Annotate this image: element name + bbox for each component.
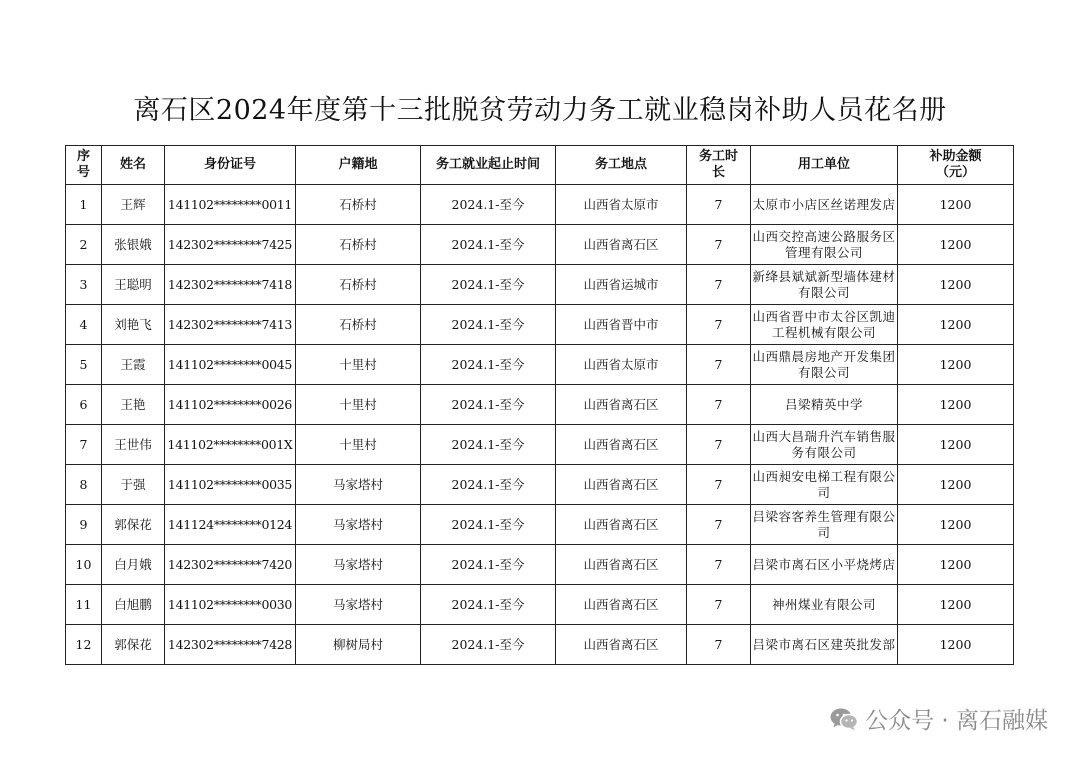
- cell-name: 白旭鹏: [102, 585, 165, 625]
- cell-duration: 7: [687, 305, 751, 345]
- cell-location: 山西省离石区: [556, 385, 687, 425]
- cell-id: 142302********7418: [165, 265, 296, 305]
- cell-employer: 神州煤业有限公司: [751, 585, 898, 625]
- cell-employer: 新绛县斌斌新型墙体建材有限公司: [751, 265, 898, 305]
- header-period: 务工就业起止时间: [421, 146, 556, 185]
- cell-name: 刘艳飞: [102, 305, 165, 345]
- cell-period: 2024.1-至今: [421, 505, 556, 545]
- table-row: [66, 585, 1014, 625]
- table-row: [66, 385, 1014, 425]
- cell-employer: 吕梁精英中学: [751, 385, 898, 425]
- cell-location: 山西省太原市: [556, 345, 687, 385]
- cell-name: 郭保花: [102, 625, 165, 665]
- cell-id: 141102********0011: [165, 185, 296, 225]
- header-hometown: 户籍地: [296, 146, 421, 185]
- cell-seq: 2: [66, 225, 102, 265]
- cell-id: 141102********0026: [165, 385, 296, 425]
- cell-period: 2024.1-至今: [421, 305, 556, 345]
- cell-duration: 7: [687, 265, 751, 305]
- cell-location: 山西省离石区: [556, 425, 687, 465]
- cell-period: 2024.1-至今: [421, 425, 556, 465]
- cell-employer: 太原市小店区丝诺理发店: [751, 185, 898, 225]
- cell-hometown: 柳树局村: [296, 625, 421, 665]
- cell-seq: 5: [66, 345, 102, 385]
- cell-hometown: 马家塔村: [296, 585, 421, 625]
- header-employer: 用工单位: [751, 146, 898, 185]
- cell-period: 2024.1-至今: [421, 345, 556, 385]
- cell-amount: 1200: [898, 385, 1014, 425]
- cell-location: 山西省离石区: [556, 465, 687, 505]
- cell-seq: 12: [66, 625, 102, 665]
- cell-location: 山西省离石区: [556, 625, 687, 665]
- cell-period: 2024.1-至今: [421, 225, 556, 265]
- cell-employer: 吕梁容客养生管理有限公司: [751, 505, 898, 545]
- cell-name: 于强: [102, 465, 165, 505]
- cell-location: 山西省离石区: [556, 545, 687, 585]
- header-name: 姓名: [102, 146, 165, 185]
- table-row: [66, 305, 1014, 345]
- cell-name: 白月娥: [102, 545, 165, 585]
- cell-employer: 吕梁市离石区建英批发部: [751, 625, 898, 665]
- cell-hometown: 石桥村: [296, 225, 421, 265]
- cell-id: 141102********0045: [165, 345, 296, 385]
- cell-amount: 1200: [898, 265, 1014, 305]
- cell-id: 142302********7428: [165, 625, 296, 665]
- cell-hometown: 十里村: [296, 385, 421, 425]
- table-row: [66, 185, 1014, 225]
- cell-id: 142302********7420: [165, 545, 296, 585]
- cell-period: 2024.1-至今: [421, 385, 556, 425]
- cell-employer: 山西昶安电梯工程有限公司: [751, 465, 898, 505]
- page-title: 离石区2024年度第十三批脱贫劳动力务工就业稳岗补助人员花名册: [133, 95, 947, 126]
- cell-name: 王世伟: [102, 425, 165, 465]
- cell-seq: 4: [66, 305, 102, 345]
- cell-employer: 山西交控高速公路服务区管理有限公司: [751, 225, 898, 265]
- cell-amount: 1200: [898, 225, 1014, 265]
- cell-duration: 7: [687, 625, 751, 665]
- cell-duration: 7: [687, 185, 751, 225]
- cell-amount: 1200: [898, 465, 1014, 505]
- cell-period: 2024.1-至今: [421, 625, 556, 665]
- table-row: [66, 625, 1014, 665]
- cell-amount: 1200: [898, 545, 1014, 585]
- cell-amount: 1200: [898, 585, 1014, 625]
- cell-employer: 山西省晋中市太谷区凯迪工程机械有限公司: [751, 305, 898, 345]
- cell-hometown: 马家塔村: [296, 465, 421, 505]
- cell-seq: 6: [66, 385, 102, 425]
- cell-name: 王艳: [102, 385, 165, 425]
- cell-employer: 山西大昌瑞升汽车销售服务有限公司: [751, 425, 898, 465]
- cell-id: 142302********7425: [165, 225, 296, 265]
- cell-amount: 1200: [898, 625, 1014, 665]
- cell-seq: 9: [66, 505, 102, 545]
- cell-seq: 10: [66, 545, 102, 585]
- cell-id: 141102********0030: [165, 585, 296, 625]
- cell-hometown: 马家塔村: [296, 545, 421, 585]
- cell-location: 山西省离石区: [556, 505, 687, 545]
- cell-period: 2024.1-至今: [421, 585, 556, 625]
- table-row: [66, 505, 1014, 545]
- cell-seq: 1: [66, 185, 102, 225]
- cell-duration: 7: [687, 465, 751, 505]
- wechat-icon: [829, 706, 859, 732]
- table-row: [66, 425, 1014, 465]
- watermark: [829, 702, 1048, 735]
- cell-name: 王霞: [102, 345, 165, 385]
- cell-location: 山西省晋中市: [556, 305, 687, 345]
- cell-duration: 7: [687, 585, 751, 625]
- cell-location: 山西省太原市: [556, 185, 687, 225]
- roster-table: [65, 145, 1014, 665]
- cell-amount: 1200: [898, 345, 1014, 385]
- table-row: [66, 345, 1014, 385]
- table-header-row: [66, 146, 1014, 185]
- cell-period: 2024.1-至今: [421, 545, 556, 585]
- cell-duration: 7: [687, 505, 751, 545]
- cell-employer: 山西鼎晨房地产开发集团有限公司: [751, 345, 898, 385]
- cell-hometown: 十里村: [296, 345, 421, 385]
- cell-duration: 7: [687, 345, 751, 385]
- header-amount: 补助金额（元）: [898, 146, 1014, 185]
- table-row: [66, 465, 1014, 505]
- cell-name: 郭保花: [102, 505, 165, 545]
- table-row: [66, 225, 1014, 265]
- cell-seq: 11: [66, 585, 102, 625]
- cell-hometown: 石桥村: [296, 185, 421, 225]
- cell-employer: 吕梁市离石区小平烧烤店: [751, 545, 898, 585]
- header-location: 务工地点: [556, 146, 687, 185]
- cell-seq: 7: [66, 425, 102, 465]
- cell-duration: 7: [687, 385, 751, 425]
- cell-period: 2024.1-至今: [421, 465, 556, 505]
- cell-hometown: 石桥村: [296, 305, 421, 345]
- cell-location: 山西省离石区: [556, 225, 687, 265]
- header-id: 身份证号: [165, 146, 296, 185]
- cell-id: 141124********0124: [165, 505, 296, 545]
- cell-duration: 7: [687, 225, 751, 265]
- cell-name: 王聪明: [102, 265, 165, 305]
- cell-location: 山西省运城市: [556, 265, 687, 305]
- table-row: [66, 545, 1014, 585]
- cell-hometown: 马家塔村: [296, 505, 421, 545]
- cell-duration: 7: [687, 425, 751, 465]
- header-duration: 务工时长: [687, 146, 751, 185]
- header-seq: 序号: [66, 146, 102, 185]
- cell-duration: 7: [687, 545, 751, 585]
- cell-amount: 1200: [898, 185, 1014, 225]
- cell-period: 2024.1-至今: [421, 265, 556, 305]
- cell-id: 142302********7413: [165, 305, 296, 345]
- cell-id: 141102********0035: [165, 465, 296, 505]
- table-row: [66, 265, 1014, 305]
- cell-amount: 1200: [898, 305, 1014, 345]
- cell-hometown: 十里村: [296, 425, 421, 465]
- cell-id: 141102********001X: [165, 425, 296, 465]
- watermark-text: 公众号 · 离石融媒: [865, 708, 1048, 734]
- cell-hometown: 石桥村: [296, 265, 421, 305]
- cell-name: 张银娥: [102, 225, 165, 265]
- cell-amount: 1200: [898, 425, 1014, 465]
- cell-name: 王辉: [102, 185, 165, 225]
- cell-seq: 8: [66, 465, 102, 505]
- cell-seq: 3: [66, 265, 102, 305]
- cell-location: 山西省离石区: [556, 585, 687, 625]
- cell-period: 2024.1-至今: [421, 185, 556, 225]
- cell-amount: 1200: [898, 505, 1014, 545]
